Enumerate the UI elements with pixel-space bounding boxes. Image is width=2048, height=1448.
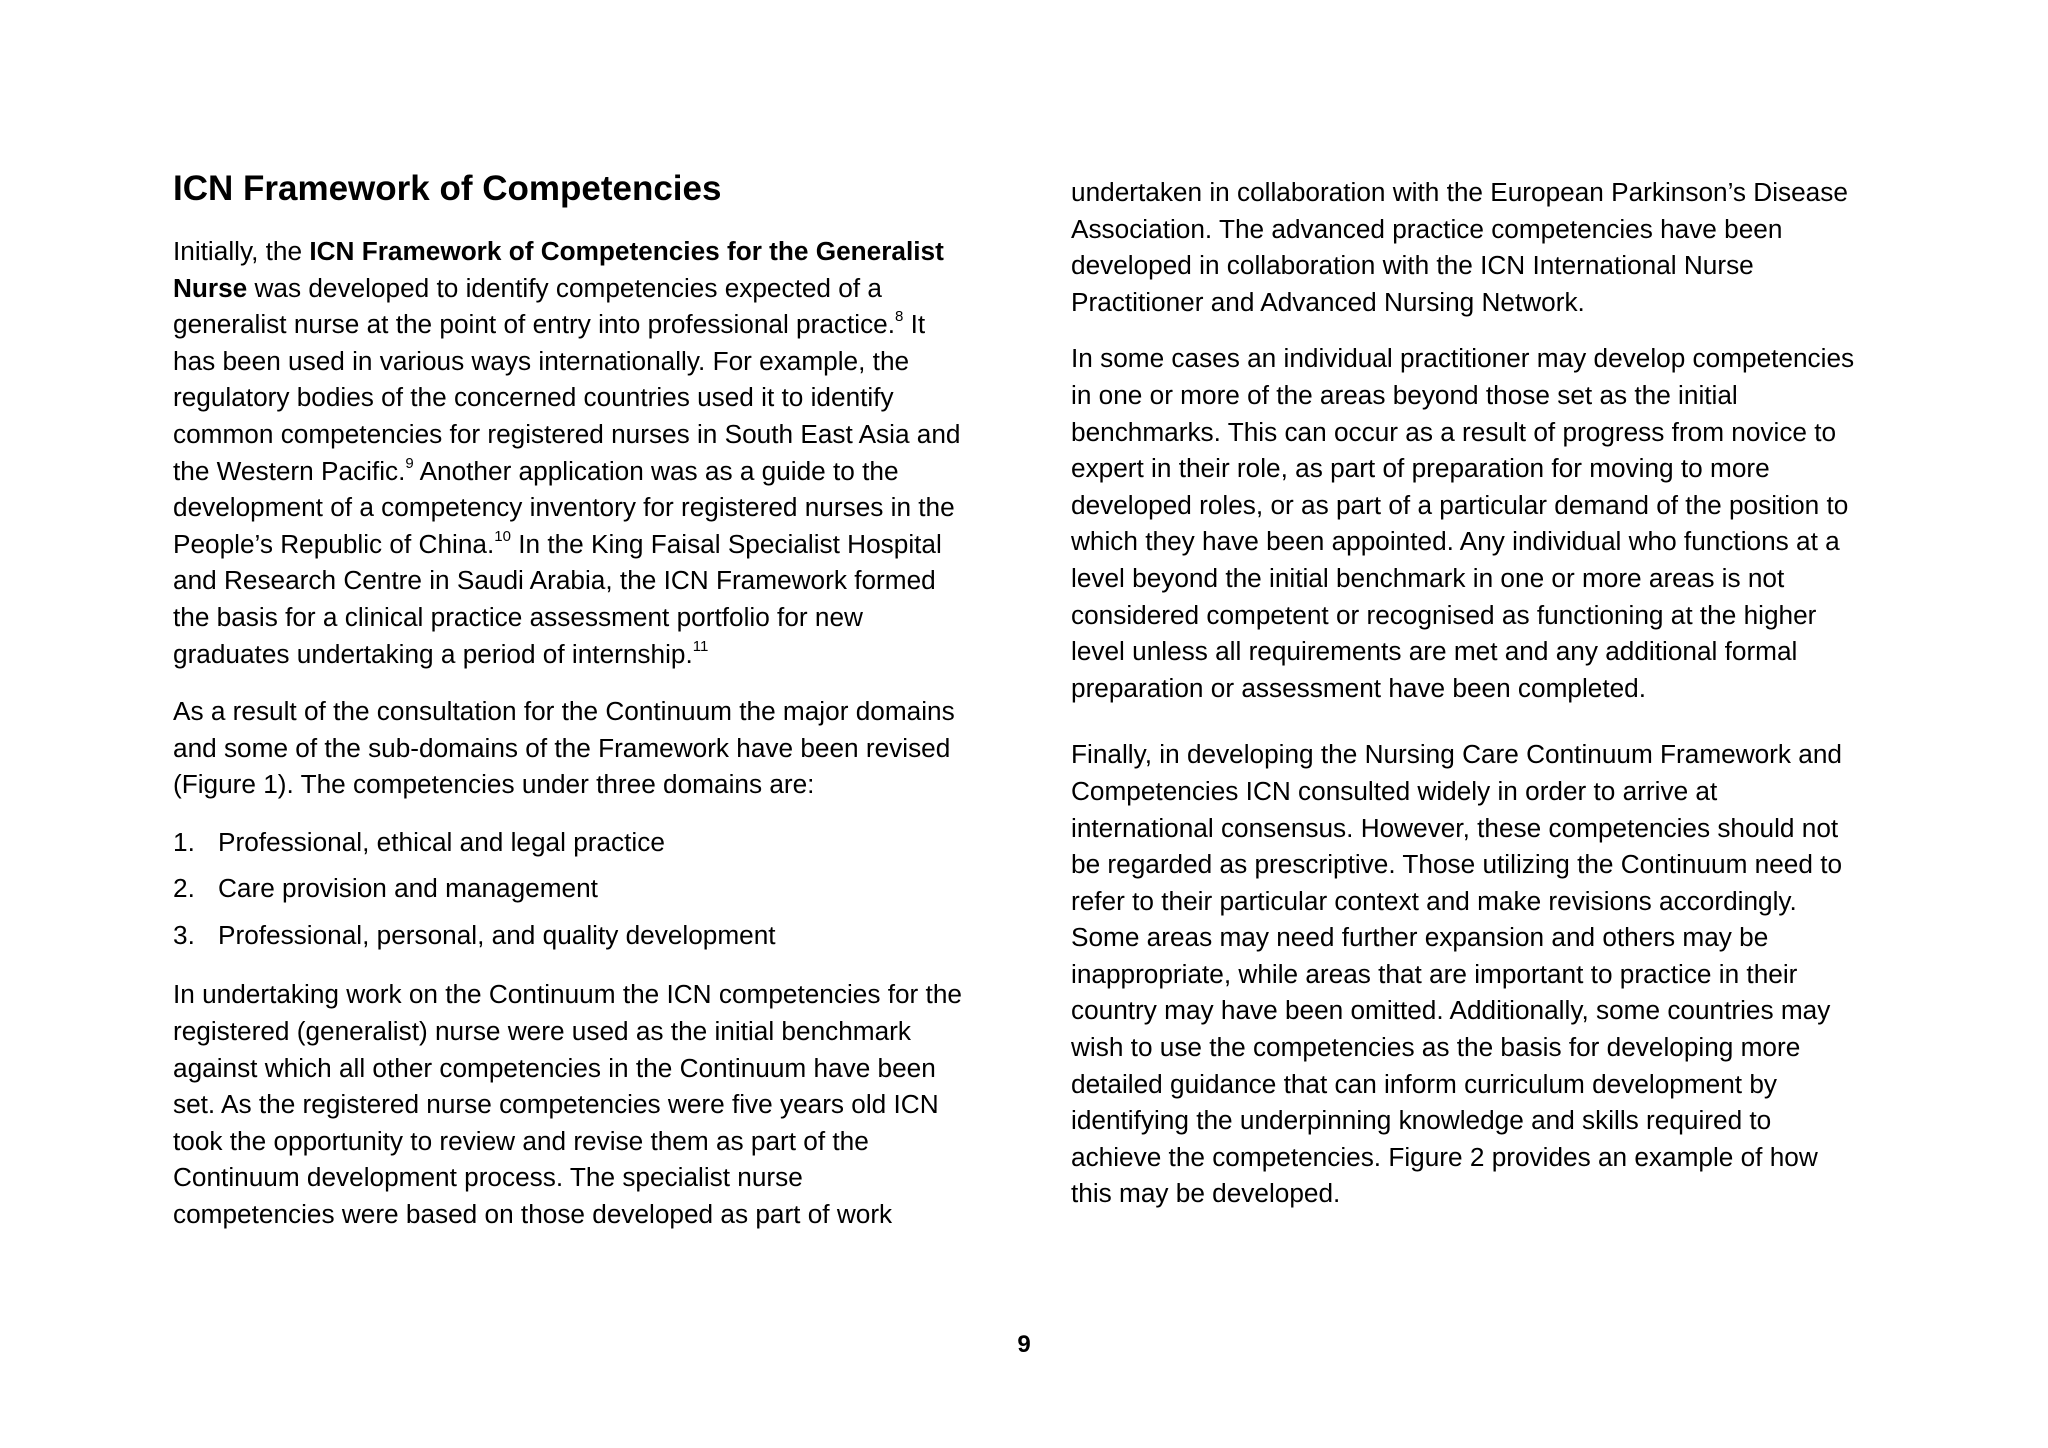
list-label: Care provision and management	[218, 873, 598, 904]
list-item	[173, 917, 1003, 964]
list-number: 2.	[173, 873, 195, 904]
footnote-ref-10: 10	[494, 527, 511, 545]
page-number: 9	[1017, 1331, 1031, 1358]
left-column	[173, 168, 1003, 1254]
list-number: 3.	[173, 919, 195, 950]
collaboration-paragraph: undertaken in collaboration with the European Parkinson’s Disease Association. The advanced practice competencies have been developed in collaboration with the ICN International Nurse Practitioner and Advanced Nursing Network.	[1071, 177, 1848, 317]
domains-list	[173, 824, 1003, 964]
list-label: Professional, personal, and quality development	[218, 919, 776, 950]
framework-name-bold: ICN Framework of Competencies for the Generalist	[309, 236, 944, 266]
footnote-ref-9: 9	[405, 454, 414, 472]
framework-name-bold-cont: Nurse	[173, 272, 248, 303]
footnote-ref-11: 11	[692, 637, 709, 655]
individual-practitioner-paragraph: In some cases an individual practitioner may develop competencies in one or more of the areas beyond those set as the initial benchmarks. This can occur as a result of progress from novice to expert in their role, as part of preparation for moving to more developed roles, or as part of a particular demand of the position to which they have been appointed. Any individual who functions at a level beyond the initial benchmark in one or more areas is not considered competent or recognised as functioning at the higher level unless all requirements are met and any additional formal preparation or assessment have been completed.	[1071, 343, 1855, 703]
list-number: 1.	[173, 826, 195, 857]
continuum-paragraph: In undertaking work on the Continuum the ICN competencies for the registered (generalist) nurse were used as the initial benchmark against which all other competencies in the Continuum have been set. As the registered nurse competencies were five years old ICN took the opportunity to review and revise them as part of the Continuum development process. The specialist nurse competencies were based on those developed as part of work	[173, 979, 962, 1229]
footnote-ref-8: 8	[895, 308, 904, 326]
list-label: Professional, ethical and legal practice	[218, 826, 665, 857]
right-column	[1071, 174, 1901, 1233]
intro-paragraph: Initially, the ICN Framework of Competencies for the Generalist Nurse was developed to identify competencies expected of a generalist nurse at the point of entry into professional practice.$^8$ It has been used in various ways internationally. For example, the regulatory bodies of the concerned countries used it to identify common competencies for registered nurses in South East Asia and the Western Pacific.$^9$ Another application was as a guide to the development of a competency inventory for registered nurses in the People’s Republic of China.$^{10}$ In the King Faisal Specialist Hospital and Research Centre in Saudi Arabia, the ICN Framework formed the basis for a clinical practice assessment portfolio for new graduates undertaking a period of internship.$^{11}$	[173, 236, 961, 669]
section-title: ICN Framework of Competencies	[173, 169, 722, 208]
list-item	[173, 824, 1003, 871]
consensus-paragraph: Finally, in developing the Nursing Care Continuum Framework and Competencies ICN consulted widely in order to arrive at international consensus. However, these competencies should not be regarded as prescriptive. Those utilizing the Continuum need to refer to their particular context and make revisions accordingly. Some areas may need further expansion and others may be inappropriate, while areas that are important to practice in their country may have been omitted. Additionally, some countries may wish to use the competencies as the basis for developing more detailed guidance that can inform curriculum development by identifying the underpinning knowledge and skills required to achieve the competencies. Figure 2 provides an example of how this may be developed.	[1071, 739, 1843, 1209]
list-item	[173, 870, 1003, 917]
consultation-paragraph: As a result of the consultation for the Continuum the major domains and some of the sub-domains of the Framework have been revised (Figure 1). The competencies under three domains are:	[173, 696, 955, 800]
